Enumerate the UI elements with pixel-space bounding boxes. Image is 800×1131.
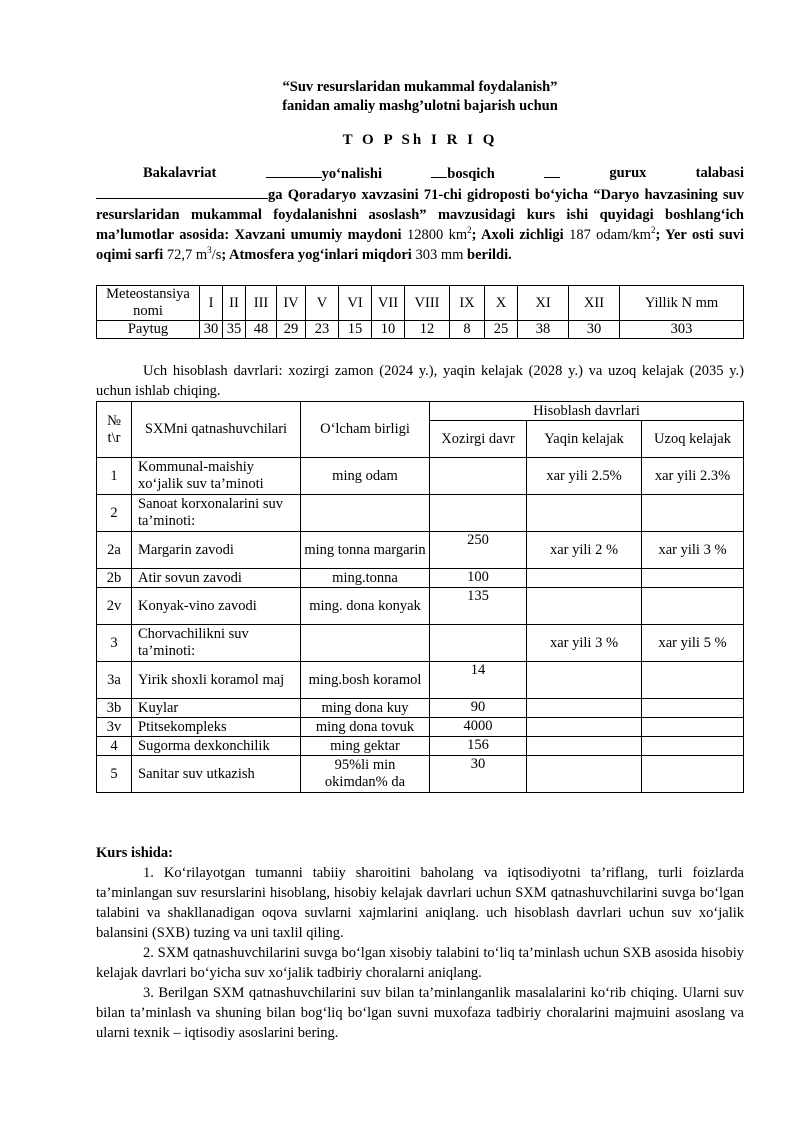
table-row: [97, 569, 744, 588]
unit-cell: ming. dona konyak: [301, 588, 430, 625]
unit-cell: ming.bosh koramol: [301, 662, 430, 699]
precip-value: 12: [405, 321, 450, 339]
row-number: 2a: [97, 532, 132, 569]
unit-cell: ming gektar: [301, 737, 430, 756]
intro-paragraph: [96, 163, 744, 265]
yer-label: ; Yer osti suvi oqimi sarfi: [96, 227, 745, 263]
unit-cell: [301, 495, 430, 532]
precip-value: 15: [339, 321, 372, 339]
intro-first-line: [96, 163, 744, 184]
axoli-value: 187 odam/km: [569, 227, 651, 243]
far-value: [642, 699, 744, 718]
table-row: [97, 756, 744, 793]
current-value: 30: [430, 756, 527, 793]
participant-name: Atir sovun zavodi: [132, 569, 301, 588]
intro-text: ga Qoradaryo xavzasini 71-chi gidroposti bo‘yicha “Daryo havzasining suv resurslaridan mukammal foydalanishni asoslash” mavzusidagi kurs ishi quyidagi boshlang‘ich ma’lumotlar asosida: Xavzani umumiy maydoni: [96, 187, 744, 243]
far-value: [642, 495, 744, 532]
far-value: [642, 662, 744, 699]
far-value: [642, 718, 744, 737]
yer-exponent: 3: [207, 245, 212, 256]
berildi-label: berildi.: [467, 247, 512, 263]
participant-name: Sanoat korxonalarini suv ta’minoti:: [132, 495, 301, 532]
near-value: [527, 737, 642, 756]
periods-header: Hisoblash davrlari: [430, 402, 744, 421]
periods-paragraph: Uch hisoblash davrlari: xozirgi zamon (2024 y.), yaqin kelajak (2028 y.) va uzoq kelajak (2035 y.) uchun ishlab chiqing.: [96, 363, 744, 399]
document-header: [96, 78, 744, 116]
group-number-blank: [544, 163, 560, 178]
unit-cell: ming tonna margarin: [301, 532, 430, 569]
row-number: 5: [97, 756, 132, 793]
unit-cell: ming odam: [301, 458, 430, 495]
month-header: VIII: [405, 286, 450, 321]
kurs-heading: Kurs ishida:: [96, 845, 173, 861]
precip-value: 29: [277, 321, 306, 339]
participant-name: Sugorma dexkonchilik: [132, 737, 301, 756]
precip-value: 35: [223, 321, 246, 339]
far-value: xar yili 2.3%: [642, 458, 744, 495]
far-value: [642, 569, 744, 588]
atm-label: ; Atmosfera yog‘inlari miqdori: [221, 247, 412, 263]
stage-blank: [431, 163, 447, 178]
current-value: 100: [430, 569, 527, 588]
area-exponent: 2: [467, 225, 472, 236]
header-line-2: fanidan amaliy mashg’ulotni bajarish uchun: [282, 98, 558, 114]
row-number: 2b: [97, 569, 132, 588]
precipitation-header-row: [97, 286, 744, 321]
document-page: [96, 70, 744, 1043]
participants-header-row-1: [97, 402, 744, 421]
unit-cell: 95%li min okimdan% da: [301, 756, 430, 793]
month-header: VI: [339, 286, 372, 321]
participant-name: Kuylar: [132, 699, 301, 718]
precip-value: 23: [306, 321, 339, 339]
month-header: XII: [569, 286, 620, 321]
far-value: [642, 737, 744, 756]
table-row: [97, 625, 744, 662]
precipitation-data-row: [97, 321, 744, 339]
near-value: [527, 588, 642, 625]
precip-value: 30: [569, 321, 620, 339]
precip-value: 10: [372, 321, 405, 339]
participants-table: [96, 401, 744, 793]
row-number: 3v: [97, 718, 132, 737]
month-header: V: [306, 286, 339, 321]
participant-name: Yirik shoxli koramol maj: [132, 662, 301, 699]
row-number: 2: [97, 495, 132, 532]
near-value: [527, 569, 642, 588]
unit-cell: ming.tonna: [301, 569, 430, 588]
participant-name: Kommunal-maishiy xo‘jalik suv ta’minoti: [132, 458, 301, 495]
month-header: III: [246, 286, 277, 321]
student-name-blank: [96, 184, 268, 199]
current-value: 14: [430, 662, 527, 699]
current-header: Xozirgi davr: [430, 421, 527, 458]
axoli-label: ; Axoli zichligi: [471, 227, 564, 243]
unit-cell: [301, 625, 430, 662]
current-value: 90: [430, 699, 527, 718]
row-number: 3: [97, 625, 132, 662]
table-row: [97, 662, 744, 699]
month-header: I: [200, 286, 223, 321]
near-value: xar yili 2 %: [527, 532, 642, 569]
near-value: [527, 699, 642, 718]
gurux-label: gurux: [609, 165, 647, 181]
month-header: XI: [518, 286, 569, 321]
annual-value: 303: [620, 321, 744, 339]
yonalishi-field: [266, 163, 382, 184]
near-value: [527, 495, 642, 532]
precipitation-table: [96, 285, 744, 339]
table-row: [97, 718, 744, 737]
annual-header: Yillik N mm: [620, 286, 744, 321]
unit-cell: ming dona kuy: [301, 699, 430, 718]
current-value: 4000: [430, 718, 527, 737]
bosqich-label: bosqich: [447, 166, 495, 182]
precip-value: 25: [485, 321, 518, 339]
table-row: [97, 495, 744, 532]
precip-value: 30: [200, 321, 223, 339]
near-value: [527, 756, 642, 793]
current-value: 156: [430, 737, 527, 756]
month-header: X: [485, 286, 518, 321]
current-value: [430, 458, 527, 495]
near-value: xar yili 3 %: [527, 625, 642, 662]
row-number: 3b: [97, 699, 132, 718]
yonalishi-label: yo‘nalishi: [321, 166, 382, 182]
row-number: 2v: [97, 588, 132, 625]
far-value: [642, 756, 744, 793]
header-line-1: “Suv resurslaridan mukammal foydalanish”: [282, 79, 558, 95]
participants-body: [97, 458, 744, 793]
unit-header: O‘lcham birligi: [301, 402, 430, 458]
precip-value: 48: [246, 321, 277, 339]
far-header: Uzoq kelajak: [642, 421, 744, 458]
near-value: [527, 662, 642, 699]
row-number: 3a: [97, 662, 132, 699]
month-header: II: [223, 286, 246, 321]
bakalavriat-label: Bakalavriat: [143, 165, 217, 181]
table-row: [97, 588, 744, 625]
current-value: 250: [430, 532, 527, 569]
row-number: 4: [97, 737, 132, 756]
participant-name: Sanitar suv utkazish: [132, 756, 301, 793]
intro-body: [96, 184, 744, 265]
near-header: Yaqin kelajak: [527, 421, 642, 458]
precip-value: 38: [518, 321, 569, 339]
atm-value: 303 mm: [415, 247, 464, 263]
document-title: T O P Sh I R I Q: [342, 132, 498, 148]
kurs-item: 1. Ko‘rilayotgan tumanni tabiiy sharoitini baholang va iqtisodiyotni ta’riflang, turli foizlarda ta’minlangan suv resurslarini hisoblang, hisobiy kelajak davrlari uchun SXM qatnashuvchilarini suvga bo‘lgan talabini va shakllanadigan oqova suvlarni xajmlarini aniqlang. uch hisoblash davrlari uchun suv xo‘jalik balansini (SXB) tuzing va uni taxlil qiling.: [96, 865, 744, 941]
current-value: 135: [430, 588, 527, 625]
direction-blank: [266, 163, 322, 178]
participant-header: SXMni qatnashuvchilari: [132, 402, 301, 458]
precip-value: 8: [450, 321, 485, 339]
yer-value: 72,7 m: [166, 247, 208, 263]
near-value: [527, 718, 642, 737]
near-value: xar yili 2.5%: [527, 458, 642, 495]
month-header: IX: [450, 286, 485, 321]
far-value: [642, 588, 744, 625]
kurs-item: 2. SXM qatnashuvchilarini suvga bo‘lgan xisobiy talabini to‘liq ta’minlash uchun SXB asosida hisobiy kelajak davrlari bo‘yicha suv xo‘jalik tadbiriy choralarni aniqlang.: [96, 945, 744, 981]
participant-name: Chorvachilikni suv ta’minoti:: [132, 625, 301, 662]
area-value: 12800 km: [406, 227, 468, 243]
month-header: VII: [372, 286, 405, 321]
axoli-exponent: 2: [650, 225, 656, 236]
far-value: xar yili 5 %: [642, 625, 744, 662]
current-value: [430, 495, 527, 532]
number-header: № t\r: [97, 402, 132, 458]
kurs-section: [96, 843, 744, 1043]
yer-unit: /s: [211, 247, 222, 263]
month-header: IV: [277, 286, 306, 321]
far-value: xar yili 3 %: [642, 532, 744, 569]
table-row: [97, 532, 744, 569]
current-value: [430, 625, 527, 662]
table-row: [97, 699, 744, 718]
table-row: [97, 458, 744, 495]
station-header: Meteostansiya nomi: [97, 286, 200, 321]
row-number: 1: [97, 458, 132, 495]
station-name: Paytug: [97, 321, 200, 339]
talabasi-label: talabasi: [695, 165, 744, 181]
participant-name: Ptitsekompleks: [132, 718, 301, 737]
kurs-item: 3. Berilgan SXM qatnashuvchilarini suv bilan ta’minlanganlik masalalarini ko‘rib chiqing. Ularni suv bilan ta’minlash va shuning bilan bog‘liq bo‘lgan suvni muxofaza tadbiriy choralarini majmuini asoslang va ularni texnik – iqtisodiy asoslarini bering.: [96, 985, 744, 1041]
table-row: [97, 737, 744, 756]
unit-cell: ming dona tovuk: [301, 718, 430, 737]
participant-name: Margarin zavodi: [132, 532, 301, 569]
participant-name: Konyak-vino zavodi: [132, 588, 301, 625]
bosqich-field: [431, 163, 495, 184]
